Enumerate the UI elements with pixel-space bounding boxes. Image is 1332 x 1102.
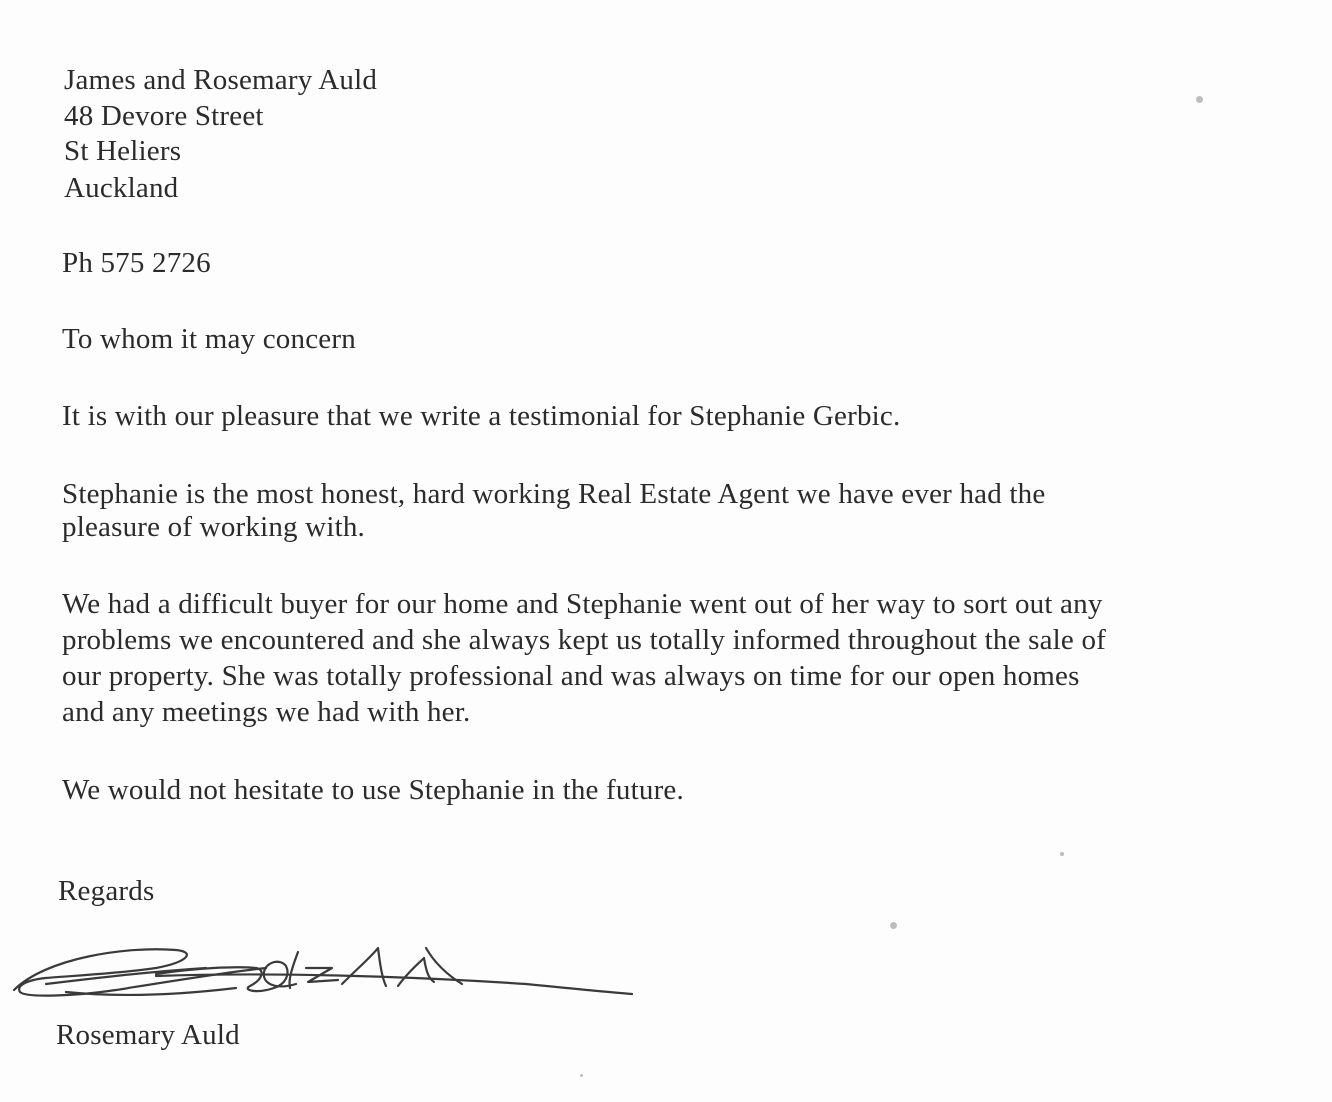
body-paragraph-3-line-4: and any meetings we had with her. [62, 696, 471, 728]
sender-street: 48 Devore Street [64, 100, 264, 132]
paper-speck [580, 1074, 583, 1077]
body-paragraph-3-line-1: We had a difficult buyer for our home and Stephanie went out of her way to sort out any [62, 588, 1103, 620]
sender-suburb: St Heliers [64, 135, 182, 167]
signature-mark [6, 928, 636, 1012]
body-paragraph-2-line-1: Stephanie is the most honest, hard working Real Estate Agent we have ever had the [62, 478, 1046, 510]
salutation: To whom it may concern [62, 323, 356, 355]
paper-speck [890, 922, 897, 929]
paper-speck [1196, 96, 1203, 103]
sender-phone: Ph 575 2726 [62, 247, 211, 279]
body-paragraph-1: It is with our pleasure that we write a testimonial for Stephanie Gerbic. [62, 400, 901, 432]
body-paragraph-3-line-2: problems we encountered and she always kept us totally informed throughout the sale of [62, 624, 1107, 656]
sender-city: Auckland [64, 172, 179, 204]
body-paragraph-4: We would not hesitate to use Stephanie in the future. [62, 774, 684, 806]
closing: Regards [58, 875, 155, 907]
paper-speck [1060, 852, 1064, 856]
signatory-name: Rosemary Auld [56, 1019, 240, 1051]
body-paragraph-3-line-3: our property. She was totally professional and was always on time for our open homes [62, 660, 1080, 692]
sender-name: James and Rosemary Auld [64, 64, 378, 96]
body-paragraph-2-line-2: pleasure of working with. [62, 511, 365, 543]
